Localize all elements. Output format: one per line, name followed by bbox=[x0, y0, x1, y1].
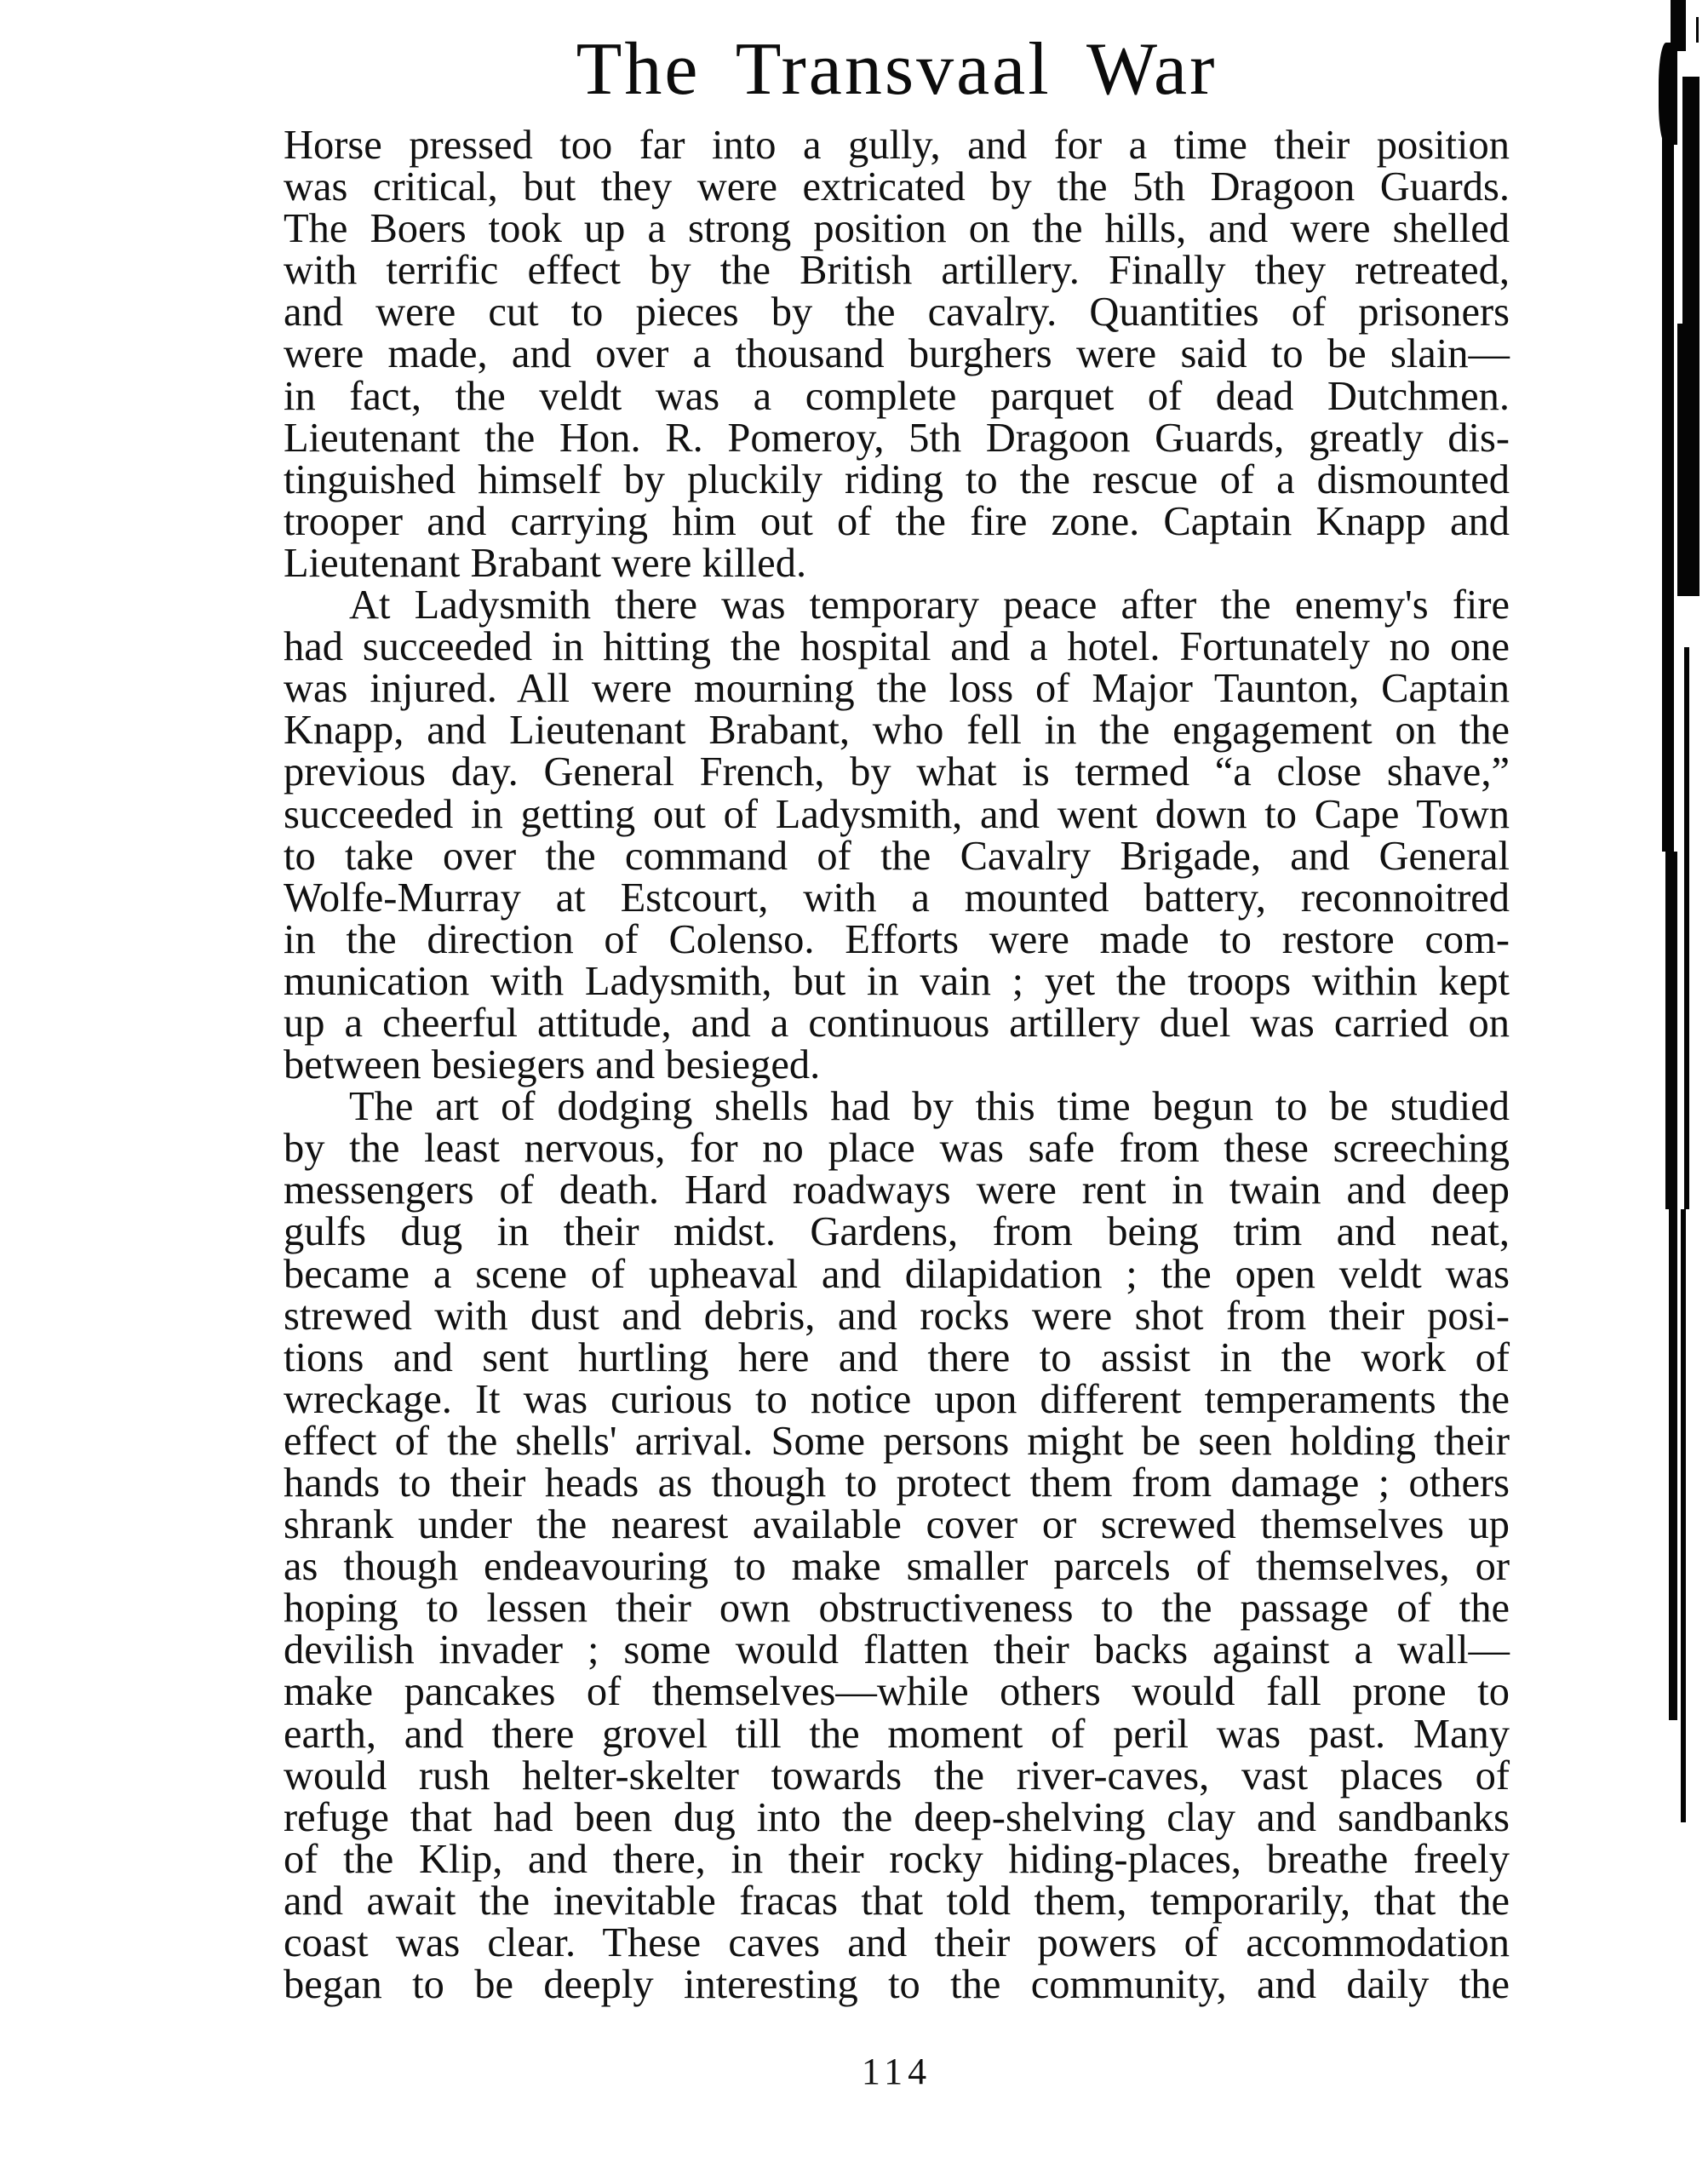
text-line: coast was clear. These caves and their powers of accommodation bbox=[284, 1920, 1510, 1966]
text-line: in the direction of Colenso. Efforts were made to restore com- bbox=[284, 916, 1510, 962]
text-line: was injured. All were mourning the loss of Major Taunton, Captain bbox=[284, 666, 1510, 712]
text-line: as though endeavouring to make smaller parcels of themselves, or bbox=[284, 1544, 1510, 1590]
text-line: by the least nervous, for no place was safe from these screeching bbox=[284, 1126, 1510, 1172]
spine-shadow-band bbox=[1681, 1209, 1686, 1822]
text-line: would rush helter-skelter towards the river-caves, vast places of bbox=[284, 1753, 1510, 1798]
paragraph-3 bbox=[284, 1084, 1510, 2008]
text-line: and were cut to pieces by the cavalry. Quantities of prisoners bbox=[284, 290, 1510, 336]
text-line: earth, and there grovel till the moment of peril was past. Many bbox=[284, 1711, 1510, 1757]
book-spine-shadow bbox=[1652, 0, 1708, 1805]
text-line: refuge that had been dug into the deep-shelving clay and sandbanks bbox=[284, 1794, 1510, 1840]
text-line: trooper and carrying him out of the fire zone. Captain Knapp and bbox=[284, 498, 1510, 544]
text-line-paragraph-end: between besiegers and besieged. bbox=[284, 1042, 821, 1088]
text-line-paragraph-start: The art of dodging shells had by this time begun to be studied bbox=[349, 1084, 1510, 1130]
text-line: Wolfe-Murray at Estcourt, with a mounted battery, reconnoitred bbox=[284, 875, 1510, 921]
text-line: tions and sent hurtling here and there to assist in the work of bbox=[284, 1334, 1510, 1380]
page-number: 114 bbox=[861, 2051, 932, 2092]
text-line: previous day. General French, by what is termed “a close shave,” bbox=[284, 749, 1510, 795]
text-line: effect of the shells' arrival. Some persons might be seen holding their bbox=[284, 1418, 1510, 1464]
text-line: became a scene of upheaval and dilapidation ; the open veldt was bbox=[284, 1251, 1510, 1297]
text-line: with terrific effect by the British artillery. Finally they retreated, bbox=[284, 248, 1510, 294]
spine-shadow-band bbox=[1659, 43, 1677, 145]
text-line: shrank under the nearest available cover or screwed themselves up bbox=[284, 1502, 1510, 1548]
text-line: and await the inevitable fracas that told them, temporarily, that the bbox=[284, 1878, 1510, 1924]
text-line: Lieutenant the Hon. R. Pomeroy, 5th Dragoon Guards, greatly dis- bbox=[284, 415, 1510, 461]
text-line: up a cheerful attitude, and a continuous artillery duel was carried on bbox=[284, 1000, 1510, 1046]
text-line: to take over the command of the Cavalry Brigade, and General bbox=[284, 833, 1510, 879]
text-line: make pancakes of themselves—while others would fall prone to bbox=[284, 1669, 1510, 1715]
spine-shadow-band bbox=[1677, 324, 1699, 596]
text-line: devilish invader ; some would flatten their backs against a wall— bbox=[284, 1627, 1510, 1673]
running-title: The Transvaal War bbox=[576, 28, 1218, 111]
text-line: wreckage. It was curious to notice upon different temperaments the bbox=[284, 1376, 1510, 1422]
text-line: were made, and over a thousand burghers were said to be slain— bbox=[284, 331, 1510, 377]
text-line: began to be deeply interesting to the community, and daily the bbox=[284, 1962, 1510, 2008]
text-line: in fact, the veldt was a complete parquet of dead Dutchmen. bbox=[284, 373, 1510, 419]
paragraph-2 bbox=[284, 584, 1510, 1086]
text-line: strewed with dust and debris, and rocks were shot from their posi- bbox=[284, 1293, 1510, 1339]
spine-shadow-band bbox=[1669, 1209, 1677, 1720]
text-line: succeeded in getting out of Ladysmith, and went down to Cape Town bbox=[284, 791, 1510, 837]
text-line: had succeeded in hitting the hospital and a hotel. Fortunately no one bbox=[284, 624, 1510, 670]
spine-shadow-band bbox=[1684, 647, 1689, 1209]
text-line-paragraph-end: Lieutenant Brabant were killed. bbox=[284, 540, 807, 586]
text-line: was critical, but they were extricated by the 5th Dragoon Guards. bbox=[284, 164, 1510, 210]
text-line: gulfs dug in their midst. Gardens, from being trim and neat, bbox=[284, 1209, 1510, 1255]
text-line: messengers of death. Hard roadways were rent in twain and deep bbox=[284, 1167, 1510, 1213]
text-line: of the Klip, and there, in their rocky hiding-places, breathe freely bbox=[284, 1836, 1510, 1882]
text-line: Horse pressed too far into a gully, and for a time their position bbox=[284, 123, 1510, 168]
text-line: Knapp, and Lieutenant Brabant, who fell in the engagement on the bbox=[284, 708, 1510, 754]
text-line: munication with Ladysmith, but in vain ; yet the troops within kept bbox=[284, 958, 1510, 1004]
text-line: hoping to lessen their own obstructiveness to the passage of the bbox=[284, 1586, 1510, 1632]
text-line: hands to their heads as though to protect them from damage ; others bbox=[284, 1460, 1510, 1506]
text-line: tinguished himself by pluckily riding to the rescue of a dismounted bbox=[284, 456, 1510, 502]
spine-shadow-band bbox=[1665, 852, 1677, 1209]
text-line-paragraph-start: At Ladysmith there was temporary peace after the enemy's fire bbox=[349, 582, 1510, 628]
paragraph-1 bbox=[284, 124, 1510, 584]
spine-shadow-band bbox=[1662, 136, 1674, 852]
body-text bbox=[284, 123, 1510, 2008]
spine-shadow-band bbox=[1696, 17, 1699, 43]
text-line: The Boers took up a strong position on the hills, and were shelled bbox=[284, 206, 1510, 252]
